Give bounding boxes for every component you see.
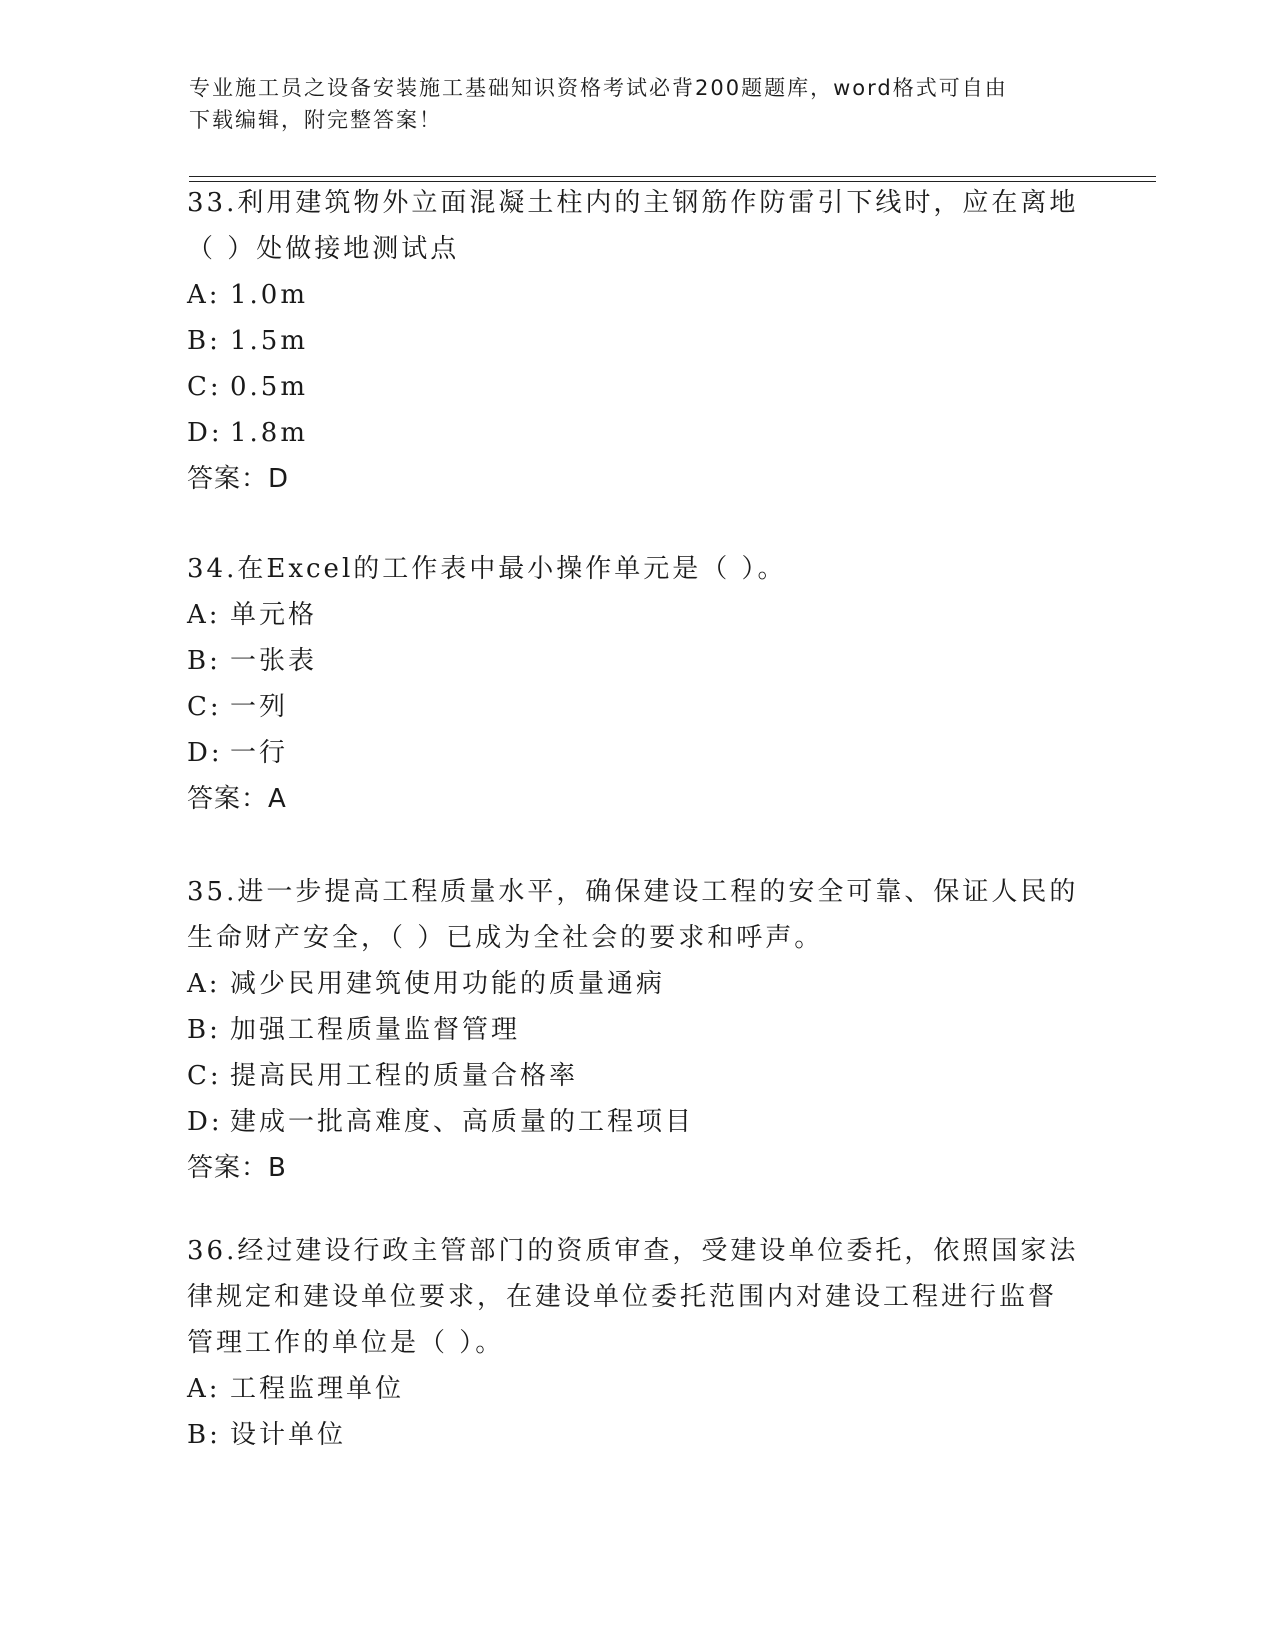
answer-line: 答案：A xyxy=(187,784,287,814)
option-letter: A: xyxy=(187,969,221,999)
option-a xyxy=(187,961,1087,1007)
option-b xyxy=(187,638,1087,684)
option-text: 减少民用建筑使用功能的质量通病 xyxy=(230,969,666,999)
option-text: 1.0m xyxy=(230,280,309,310)
option-letter: C: xyxy=(187,1061,222,1091)
option-d xyxy=(187,410,1087,456)
option-b xyxy=(187,1007,1087,1053)
answer-line: 答案：D xyxy=(187,464,290,494)
header-line-1: 专业施工员之设备安装施工基础知识资格考试必背200题题库，word格式可自由 xyxy=(189,76,1008,100)
header-line-2: 下载编辑，附完整答案！ xyxy=(189,108,442,132)
option-letter: A: xyxy=(187,600,221,630)
option-d xyxy=(187,1099,1087,1145)
option-b xyxy=(187,1412,1087,1458)
question-title xyxy=(187,180,1087,272)
option-text: 加强工程质量监督管理 xyxy=(230,1015,521,1045)
option-letter: B: xyxy=(187,646,221,676)
option-letter: B: xyxy=(187,1015,221,1045)
question-title xyxy=(187,1228,1087,1366)
option-text: 一列 xyxy=(230,692,289,722)
option-text: 提高民用工程的质量合格率 xyxy=(230,1061,579,1091)
option-letter: D: xyxy=(187,738,223,768)
option-text: 工程监理单位 xyxy=(230,1374,405,1404)
option-text: 单元格 xyxy=(230,600,318,630)
option-a xyxy=(187,592,1087,638)
option-text: 设计单位 xyxy=(230,1420,347,1450)
question-33 xyxy=(187,180,1087,502)
option-text: 一张表 xyxy=(230,646,318,676)
option-c xyxy=(187,684,1087,730)
question-title-line: 35.进一步提高工程质量水平，确保建设工程的安全可靠、保证人民的 xyxy=(187,877,1079,907)
option-text: 1.5m xyxy=(230,326,309,356)
question-34 xyxy=(187,546,1087,822)
question-title xyxy=(187,546,1087,592)
option-letter: C: xyxy=(187,372,222,402)
question-title-line: 33.利用建筑物外立面混凝土柱内的主钢筋作防雷引下线时，应在离地 xyxy=(187,188,1079,218)
question-title-line: 律规定和建设单位要求，在建设单位委托范围内对建设工程进行监督 xyxy=(187,1282,1058,1312)
option-b xyxy=(187,318,1087,364)
option-d xyxy=(187,730,1087,776)
option-a xyxy=(187,272,1087,318)
option-letter: A: xyxy=(187,1374,221,1404)
option-letter: B: xyxy=(187,326,221,356)
option-text: 0.5m xyxy=(230,372,309,402)
question-title-line: 36.经过建设行政主管部门的资质审查，受建设单位委托，依照国家法 xyxy=(187,1236,1079,1266)
option-text: 一行 xyxy=(230,738,289,768)
option-c xyxy=(187,1053,1087,1099)
question-title-line: 生命财产安全，（ ）已成为全社会的要求和呼声。 xyxy=(187,923,824,953)
question-35 xyxy=(187,869,1087,1191)
option-text: 1.8m xyxy=(230,418,309,448)
answer-line: 答案：B xyxy=(187,1153,287,1183)
option-letter: D: xyxy=(187,418,223,448)
option-letter: B: xyxy=(187,1420,221,1450)
header-divider-top xyxy=(189,176,1156,177)
option-text: 建成一批高难度、高质量的工程项目 xyxy=(230,1107,695,1137)
question-title-line: 管理工作的单位是（ ）。 xyxy=(187,1328,505,1358)
question-title xyxy=(187,869,1087,961)
option-letter: C: xyxy=(187,692,222,722)
option-c xyxy=(187,364,1087,410)
option-letter: A: xyxy=(187,280,221,310)
document-header xyxy=(189,72,1089,136)
question-title-line: （ ）处做接地测试点 xyxy=(187,234,460,264)
question-title-line: 34.在Excel的工作表中最小操作单元是（ ）。 xyxy=(187,554,787,584)
option-letter: D: xyxy=(187,1107,223,1137)
option-a xyxy=(187,1366,1087,1412)
question-36 xyxy=(187,1228,1087,1458)
